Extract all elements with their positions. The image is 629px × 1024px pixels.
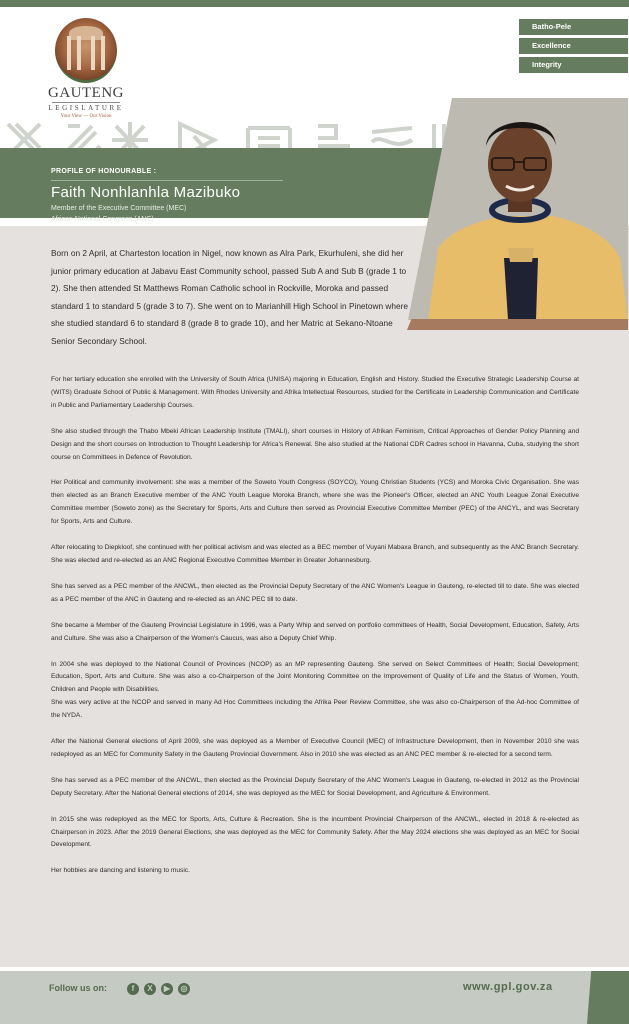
website-link[interactable]: www.gpl.gov.za bbox=[463, 981, 553, 993]
logo-subtitle: LEGISLATURE bbox=[48, 104, 124, 112]
bio-paragraph: Her hobbies are dancing and listening to music. bbox=[51, 867, 190, 875]
bio-paragraph: For her tertiary education she enrolled with the University of South Africa (UNISA) majoring in Education, English and History. Studied the Executive Strategic Leadership Course at (WITS) Graduate School of Public & Management. With Rhodes University and Afrika Intellectual Resources, studied for the Certificate in Leadership Communication and Certificate in Public and Parliamentary Leadership Courses. bbox=[51, 376, 579, 409]
value-batho-pele: Batho-Pele bbox=[519, 19, 628, 35]
footer bbox=[0, 971, 629, 1024]
value-integrity: Integrity bbox=[519, 57, 628, 73]
value-excellence: Excellence bbox=[519, 38, 628, 54]
bio-paragraph: After the National General elections of April 2009, she was deployed as a Member of Executive Council (MEC) of Infrastructure Development, then in November 2010 she was redeployed as an MEC for Community Safety in the Gauteng Provincial Government. Also in 2010 she was elected as an ANC PEC member & re-elected for a second term. bbox=[51, 738, 579, 758]
instagram-icon[interactable]: ◎ bbox=[178, 983, 190, 995]
youtube-icon[interactable]: ▶ bbox=[161, 983, 173, 995]
bio-paragraph: After relocating to Diepkloof, she continued with her political activism and was elected as a BEC member of Vuyani Mabaxa Branch, and subsequently as the ANC Branch Secretary. She was elected and re-elected as an ANC Regional Executive Committee Member in Greater Johannesburg. bbox=[51, 544, 579, 564]
top-bar bbox=[0, 0, 629, 7]
bio-paragraph: In 2004 she was deployed to the National Council of Provinces (NCOP) as an MP representing Gauteng. She served on Select Committees of Health; Social Development; Education, Sport, Arts and Culture. She was also a co-Chairperson of the Joint Monitoring Committee on the Improvement of Quality of Life and the Status of Women, Youth, Children and People with Disabilities. bbox=[51, 660, 579, 694]
footer-accent bbox=[587, 971, 629, 1024]
values-list bbox=[519, 19, 628, 76]
profile-label: PROFILE OF HONOURABLE : bbox=[51, 168, 157, 175]
photo-accent-strip bbox=[407, 319, 628, 330]
logo-tagline: Your View — Our Vision bbox=[60, 114, 112, 119]
profile-party: African National Congress (ANC) bbox=[51, 216, 154, 223]
bio-paragraph: Her Political and community involvement: she was a member of the Soweto Youth Congress (SOYCO), Young Christian Students (YCS) and Moroka Civic Organisation. She was then elected as an Branch Executive member of the ANC Youth League Moroka Branch, where she was the Pioneer's Officer, elected an ANC Youth League Zonal Executive Committee member (Soweto zone) as the Secretary for Sports, Arts and Culture then served as Provincial Executive Committee Member (PEC) of the ANCYL, and was Secretary for Sports, Arts and Culture. bbox=[51, 479, 579, 526]
facebook-icon[interactable]: f bbox=[127, 983, 139, 995]
divider bbox=[51, 180, 283, 181]
follow-us-label: Follow us on: bbox=[49, 983, 107, 993]
x-icon[interactable]: X bbox=[144, 983, 156, 995]
gauteng-legislature-logo bbox=[48, 18, 124, 121]
logo-title: GAUTENG bbox=[48, 85, 124, 101]
bio-paragraph: She has served as a PEC member of the ANCWL, then elected as the Provincial Deputy Secretary of the ANC Women's League in Gauteng, re-elected till to date. She was elected as a PEC member of the ANC in Gauteng and re-elected as an ANC PEC till to date. bbox=[51, 582, 579, 603]
bio-paragraph: She also studied through the Thabo Mbeki African Leadership Institute (TMALI), short courses in History of Afrikan Feminism, Critical Approaches of Gender Policy Planning and Design and the short courses on Introduction to Thought Leadership for Africa's Renewal. She also studied at the National CDR Cadres school in Havanna, Cuba, studying the short course on Committees in Defence of Revolution. bbox=[51, 427, 579, 461]
intro-paragraph: Born on 2 April, at Charteston location in Nigel, now known as Alra Park, Ekurhuleni, she did her junior primary education at Jabavu East Community school, passed Sub A and Sub B (grade 1 to 2). She then attended St Matthews Roman Catholic school in Rockville, Moroka and passed standard 1 to standard 5 (grade 3 to 7). She went on to Marianhill High School in Pinetown where she studied standard 6 to standard 8 (grade 8 to grade 10), and her Matric at Sekano-Ntoane Senior Secondary School. bbox=[51, 248, 408, 346]
profile-name: Faith Nonhlanhla Mazibuko bbox=[51, 184, 241, 201]
legislature-building-emblem bbox=[55, 18, 117, 83]
bio-paragraph: She became a Member of the Gauteng Provincial Legislature in 1996, was a Party Whip and served on portfolio committees of Health, Social Development, Education, Safety, Arts and Culture. She was also a Chairperson of the Women's Caucus, was also a Deputy Chief Whip. bbox=[51, 621, 579, 642]
profile-role: Member of the Executive Committee (MEC) bbox=[51, 205, 187, 212]
bio-paragraph: She has served as a PEC member of the ANCWL, then elected as the Provincial Deputy Secretary of the ANC Women's League in Gauteng, re-elected in 2012 as the Provincial Deputy Secretary. After the National General elections of 2014, she was deployed as the MEC for Social Development, and Agriculture & Environment. bbox=[51, 776, 579, 797]
bio-paragraph: In 2015 she was redeployed as the MEC for Sports, Arts, Culture & Recreation. She is the incumbent Provincial Chairperson of the ANCWL, elected in 2018 & re-elected as Chairperson in 2023. After the 2019 General Elections, she was deployed as the MEC for Community Safety. After the May 2024 elections she was deployed as an MEC for Social Development. bbox=[51, 815, 579, 849]
biography bbox=[51, 374, 579, 891]
bio-paragraph: She was very active at the NCOP and served in many Ad Hoc Committees including the Afrika Peer Review Committee, she was also co-Chairperson of the Ad-hoc Committee of the NYDA. bbox=[51, 699, 579, 720]
